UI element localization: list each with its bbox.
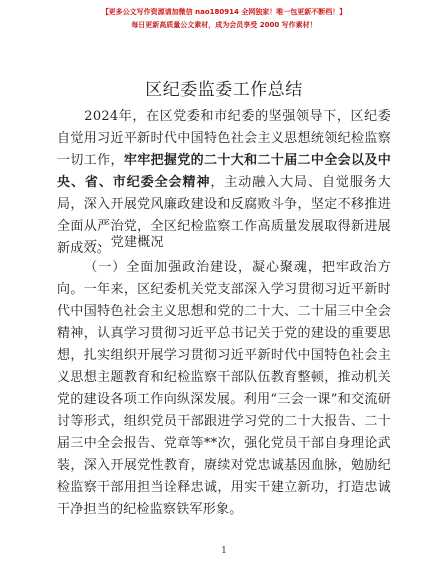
document-title: 区纪委监委工作总结 [145,80,303,100]
section-paragraph: （一）全面加强政治建设，凝心聚魂，把牢政治方向。一年来，区纪委机关党支部深入学习贯彻习近平新时代中国特色社会主义思想和党的二十大、二十届三中全会精神，认真学习贯彻习近平总书记关于党的建设的重要思想，扎实组织开展学习贯彻习近平新时代中国特色社会主义思想主题教育和纪检监察干部队伍教育整顿，推动机关党的建设各项工作向纵深发展。利用“三会一课”和交流研讨等形式，组织党员干部跟进学习党的二十大报告、二十届三中全会报告、党章等**次，强化党员干部自身理论武装，深入开展党性教育，赓续对党忠诚基因血脉，勉励纪检监察干部用担当诠释忠诚，用实干建立新功，打造忠诚干净担当的纪检监察铁军形象。 [57,260,391,517]
page-number: 1 [221,546,227,556]
promo-banner-line-1: 【更多公文写作资源请加微信 nao180914 全网独家！唯一包更新不断档！】 [101,8,347,16]
promo-banner-line-2: 每日更新高质量公文素材，成为会员享受 2000 写作素材！ [131,21,317,29]
intro-bold-text: 牢牢把握党的二十大和二十届二中全会以及中央、省、市纪委全会精神 [57,153,391,190]
section-heading: 一、党建概况 [84,235,164,250]
intro-text-end: ，主动融入大局、自觉服务大局，深入开展党风廉政建设和反腐败斗争，坚定不移推进全面从严治党，全区纪检监察工作高质量发展取得新进展新成效。 [57,175,391,256]
intro-text-start: 2024年，在区党委和市纪委的坚强领导下，区纪委自觉用习近平新时代中国特色社会主义思想统领纪检监察一切工作， [57,109,391,168]
